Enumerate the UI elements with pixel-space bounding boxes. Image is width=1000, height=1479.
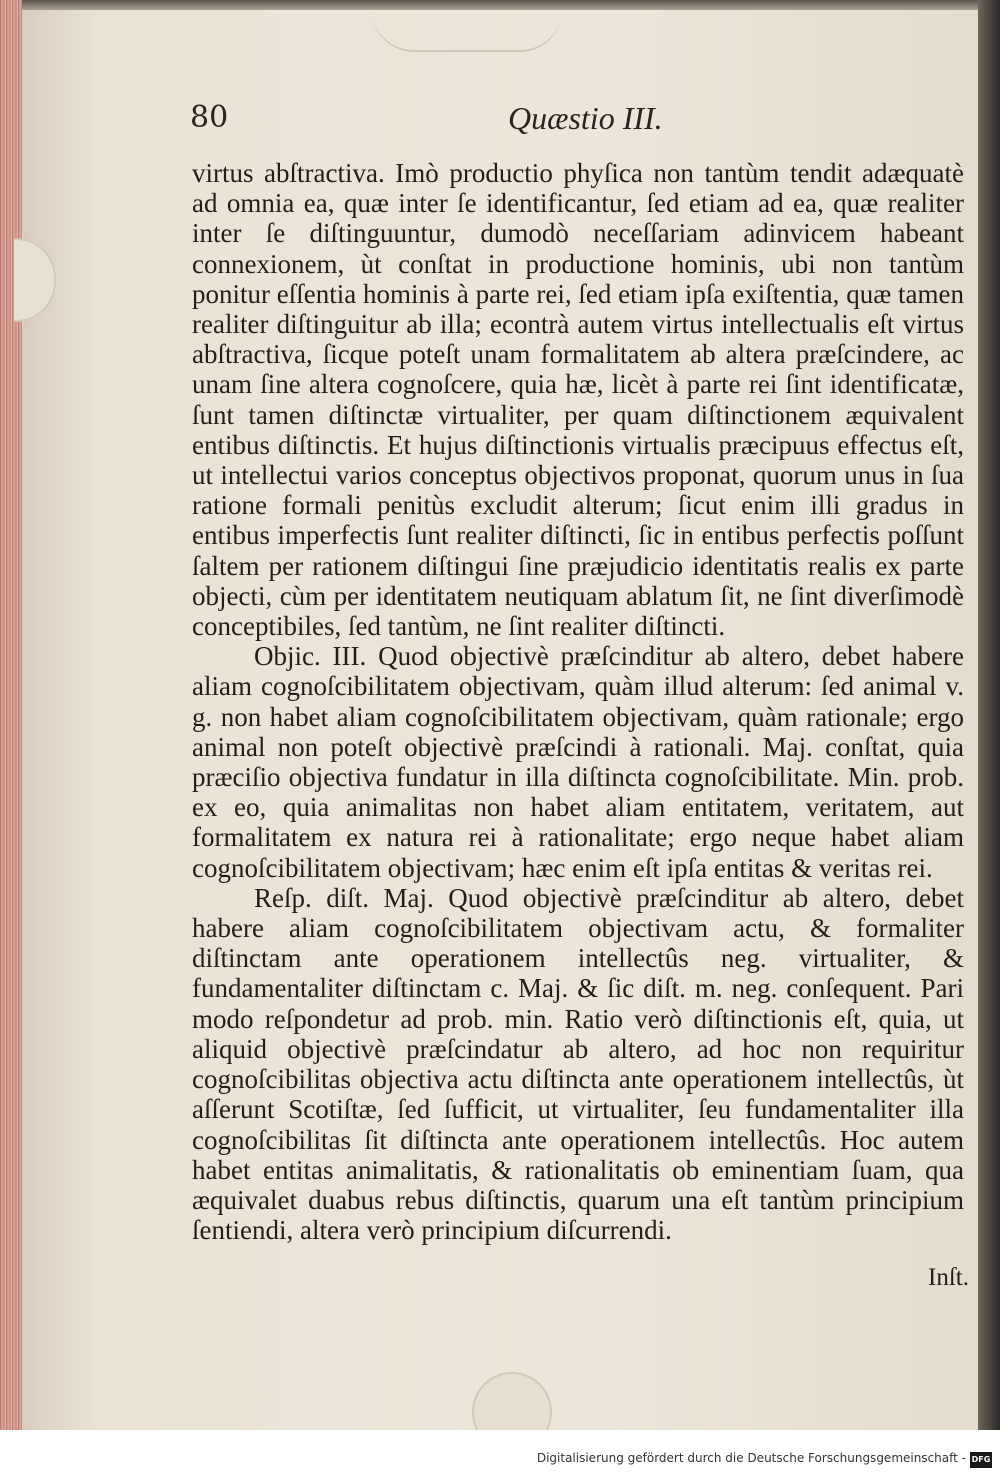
book-gutter-shadow: [978, 0, 1000, 1479]
body-text: [192, 158, 964, 1245]
dfg-logo: DFG: [970, 1452, 992, 1468]
paragraph-response: Reſp. diſt. Maj. Quod objectivè præſcinditur ab altero, debet habere aliam cognoſcibilitatem objectivam actu, & formaliter diſtinctam ante operationem intellectûs neg. virtualiter, & fundamentaliter diſtinctam c. Maj. & ſic diſt. m. neg. conſequent. Pari modo reſpondetur ad prob. min. Ratio verò diſtinctionis eſt, quia, ut aliquid objectivè præſcindatur ab altero, ad hoc non requiritur cognoſcibilitas objectiva actu diſtincta ante operationem intellectûs, ùt aſſerunt Scotiſtæ, ſed ſufficit, ut virtualiter, ſeu fundamentaliter illa cognoſcibilitas ſit diſtincta ante operationem intellectûs. Hoc autem habet entitas animalitatis, & rationalitatis ob eminentiam ſuam, qua æquivalet duabus rebus diſtinctis, quarum una eſt tantùm principium ſentiendi, altera verò principium diſcurrendi.: [192, 882, 964, 1246]
clamp-mark-top: [372, 10, 562, 52]
footer-credit: Digitalisierung gefördert durch die Deutsche Forschungsgemeinschaft -: [536, 1451, 966, 1465]
digitization-footer: [0, 1430, 1000, 1479]
running-head: Quæstio III.: [508, 100, 663, 136]
page-number: 80: [190, 100, 229, 135]
book-fore-edge: [0, 0, 22, 1479]
catch-word: Inſt.: [928, 1264, 969, 1291]
paragraph-continuation: virtus abſtractiva. Imò productio phyſica non tantùm tendit adæquatè ad omnia ea, quæ inter ſe identificantur, ſed etiam ad ea, quæ realiter inter ſe diſtinguuntur, dumodò neceſſariam adinvicem habeant connexionem, ùt conſtat in productione hominis, ubi non tantùm ponitur eſſentia hominis à parte rei, ſed etiam ipſa exiſtentia, quæ tamen realiter diſtinguitur ab illa; econtrà autem virtus intellectualis eſt virtus abſtractiva, ſicque poteſt unam formalitatem ab altera præſcindere, ac unam ſine altera cognoſcere, quia hæ, licèt à parte rei ſint identificatæ, ſunt tamen diſtinctæ virtualiter, per quam diſtinctionem æquivalent entibus diſtinctis. Et hujus diſtinctionis virtualis præcipuus effectus eſt, ut intellectui varios conceptus objectivos proponat, quorum unus in ſua ratione formali penitùs excludit alterum; ſicut enim illi gradus in entibus imperfectis ſunt realiter diſtincti, ſic in entibus perfectis poſſunt ſaltem per rationem diſtingui ſine præjudicio identitatis realis ex parte objecti, cùm per identitatem neutiquam ablatum ſit, ne ſint diverſimodè conceptibiles, ſed tantùm, ne ſint realiter diſtincti.: [192, 158, 964, 642]
page-header: [190, 100, 950, 150]
paragraph-objection: Objic. III. Quod objectivè præſcinditur ab altero, debet habere aliam cognoſcibilitatem objectivam, quàm illud alterum: ſed animal v. g. non habet aliam cognoſcibilitatem objectivam, quàm rationale; ergo animal non poteſt objectivè præſcindi à rationali. Maj. conſtat, quia præciſio objectiva fundatur in illa diſtincta cognoſcibilitate. Min. prob. ex eo, quia animalitas non habet aliam entitatem, veritatem, aut formalitatem ex natura rei à rationalitate; ergo neque habet aliam cognoſcibilitatem objectivam; hæc enim eſt ipſa entitas & veritas rei.: [192, 641, 964, 883]
